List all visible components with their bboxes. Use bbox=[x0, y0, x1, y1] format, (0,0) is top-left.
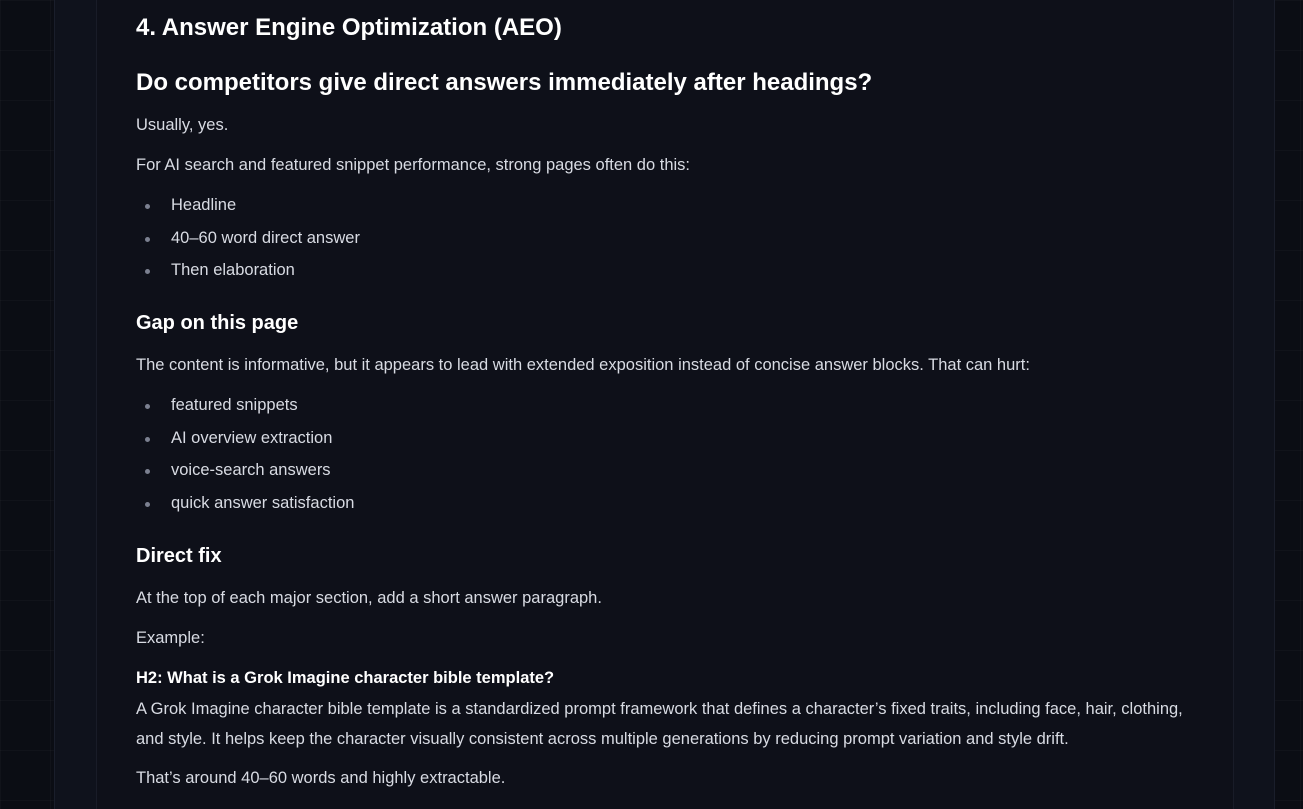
bullet-icon bbox=[145, 204, 150, 209]
question-heading: Do competitors give direct answers immediately after headings? bbox=[136, 69, 873, 96]
fix-paragraph: At the top of each major section, add a short answer paragraph. bbox=[136, 589, 602, 607]
example-question: H2: What is a Grok Imagine character bible template? bbox=[136, 669, 555, 687]
bullet-icon bbox=[145, 404, 150, 409]
intro-paragraph: For AI search and featured snippet performance, strong pages often do this: bbox=[136, 156, 690, 174]
example-answer: A Grok Imagine character bible template is a standardized prompt framework that defines a character’s fixed traits, including face, hair, clothing, and style. It helps keep the character visually consistent across multiple generations by reducing prompt variation and style drift. bbox=[136, 700, 1183, 748]
section-title: 4. Answer Engine Optimization (AEO) bbox=[136, 14, 562, 41]
fix-heading: Direct fix bbox=[136, 545, 222, 567]
closing-note: That’s around 40–60 words and highly extractable. bbox=[136, 769, 506, 787]
bullet-icon bbox=[145, 469, 150, 474]
bullet-icon bbox=[145, 269, 150, 274]
bullet-icon bbox=[145, 502, 150, 507]
bullet-icon bbox=[145, 237, 150, 242]
gap-heading: Gap on this page bbox=[136, 312, 299, 334]
bullet-icon bbox=[145, 437, 150, 442]
gap-paragraph: The content is informative, but it appears to lead with extended exposition instead of concise answer blocks. That can hurt: bbox=[136, 356, 1030, 374]
short-answer: Usually, yes. bbox=[136, 116, 229, 134]
example-label: Example: bbox=[136, 629, 205, 647]
